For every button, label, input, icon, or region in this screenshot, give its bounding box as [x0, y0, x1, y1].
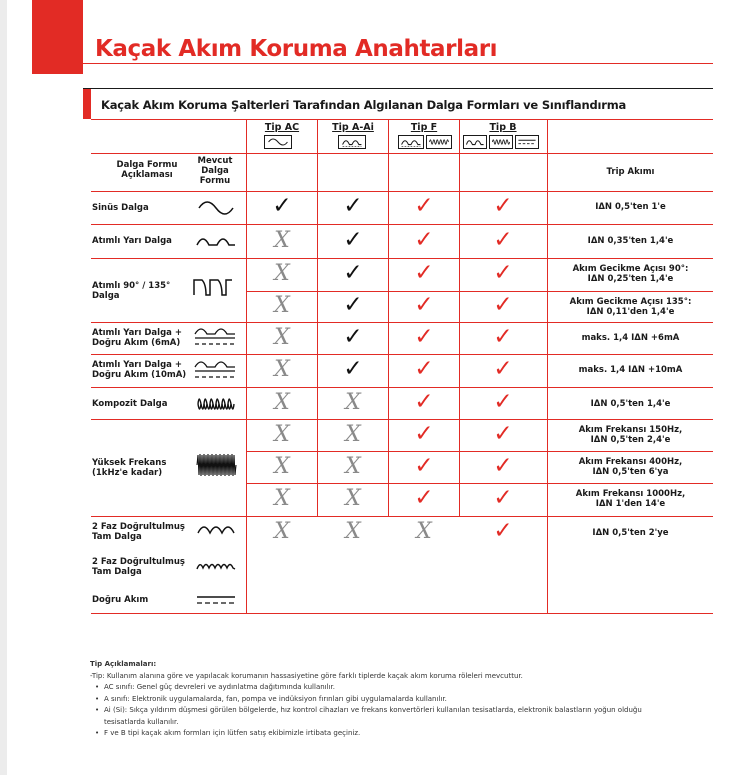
check-mark-icon: ✓ — [343, 292, 363, 318]
col-tip-f: Tip F — [410, 122, 438, 133]
composite-wave-icon — [196, 392, 236, 416]
trip-text: IΔN 0,5'ten 1'e — [595, 202, 666, 212]
row-label: Doğru Akım — [92, 595, 149, 605]
header-dalga-formu-aciklamasi: Dalga Formu Açıklaması — [116, 160, 178, 180]
trip-text: maks. 1,4 IΔN +6mA — [581, 333, 680, 343]
check-mark-icon: ✓ — [343, 193, 363, 219]
check-mark-icon: ✓ — [493, 193, 513, 219]
check-mark-icon: ✓ — [343, 227, 363, 253]
two-phase-rectified-icon — [196, 521, 236, 535]
cross-mark-icon: X — [274, 422, 290, 447]
cross-mark-icon: X — [274, 293, 290, 318]
cross-mark-icon: X — [345, 519, 361, 544]
tip-a-icons — [338, 135, 366, 149]
half-wave-icon — [195, 232, 237, 250]
check-mark-icon: ✓ — [414, 421, 434, 447]
check-mark-icon: ✓ — [343, 356, 363, 382]
trip-text: Akım Frekansı 400Hz, IΔN 0,5'ten 6'ya — [578, 457, 683, 477]
check-mark-icon: ✓ — [414, 292, 434, 318]
check-mark-icon: ✓ — [493, 260, 513, 286]
check-mark-icon: ✓ — [343, 324, 363, 350]
header-trip-akimi: Trip Akımı — [606, 167, 655, 177]
row-label: Yüksek Frekans (1kHz'e kadar) — [92, 458, 167, 478]
trip-text: Akım Frekansı 150Hz, IΔN 0,5'ten 2,4'e — [578, 425, 683, 445]
check-mark-icon: ✓ — [493, 453, 513, 479]
row-label: 2 Faz Doğrultulmuş Tam Dalga — [92, 522, 185, 542]
check-mark-icon: ✓ — [414, 227, 434, 253]
row-label: Atımlı Yarı Dalga — [92, 236, 172, 246]
cross-mark-icon: X — [274, 390, 290, 415]
tip-f-icons — [398, 135, 452, 149]
notes-item: • A sınıfı: Elektronik uygulamalarda, fan, pompa ve indüksiyon fırınları gibi uygulamalarda kullanılır. — [95, 694, 680, 706]
cross-mark-icon: X — [345, 486, 361, 511]
trip-text: IΔN 0,5'ten 1,4'e — [590, 399, 671, 409]
check-mark-icon: ✓ — [414, 260, 434, 286]
cross-mark-icon: X — [274, 519, 290, 544]
composite-wave-icon — [489, 135, 513, 149]
header-mevcut-dalga-formu: Mevcut Dalga Formu — [197, 156, 233, 186]
notes-item: • Ai (Si): Sıkça yıldırım düşmesi görülen bölgelerde, hız kontrol cihazları ve frekans konvertörleri kullanılan tesisatlarda, elektronik balastların yoğun olduğu tesisatlarda kullanılır. — [95, 705, 680, 728]
cross-mark-icon: X — [345, 390, 361, 415]
notes-title: Tip Açıklamaları: — [90, 660, 157, 668]
notes-list — [90, 682, 680, 740]
notes-item: • F ve B tipi kaçak akım formları için lütfen satış ekibimizle irtibata geçiniz. — [95, 728, 680, 740]
trip-text: IΔN 0,35'ten 1,4'e — [587, 236, 674, 246]
row-label: Kompozit Dalga — [92, 399, 168, 409]
col-tip-b: Tip B — [489, 122, 517, 133]
row-label: Sinüs Dalga — [92, 203, 149, 213]
row-label: Atımlı 90° / 135° Dalga — [92, 281, 171, 301]
pulse-wave-icon — [192, 276, 236, 298]
check-mark-icon: ✓ — [493, 227, 513, 253]
composite-wave-icon — [426, 135, 452, 149]
three-phase-rectified-icon — [195, 558, 237, 572]
check-mark-icon: ✓ — [414, 324, 434, 350]
cross-mark-icon: X — [274, 486, 290, 511]
check-mark-icon: ✓ — [493, 356, 513, 382]
check-mark-icon: ✓ — [343, 260, 363, 286]
check-mark-icon: ✓ — [493, 518, 513, 544]
cross-mark-icon: X — [345, 454, 361, 479]
check-mark-icon: ✓ — [414, 193, 434, 219]
row-label: Atımlı Yarı Dalga + Doğru Akım (10mA) — [92, 360, 187, 380]
half-wave-icon — [398, 135, 424, 149]
check-mark-icon: ✓ — [414, 389, 434, 415]
row-label: 2 Faz Doğrultulmuş Tam Dalga — [92, 557, 185, 577]
trip-text: Akım Frekansı 1000Hz, IΔN 1'den 14'e — [575, 489, 686, 509]
table-title: Kaçak Akım Koruma Şalterleri Tarafından Algılanan Dalga Formları ve Sınıflandırma — [101, 98, 627, 112]
dc-icon — [515, 135, 539, 149]
brand-red-block — [32, 0, 83, 74]
half-wave-dc-icon — [193, 357, 237, 381]
title-underline — [83, 63, 713, 64]
cross-mark-icon: X — [274, 261, 290, 286]
table-header-accent-bar — [83, 89, 91, 119]
cross-mark-icon: X — [274, 454, 290, 479]
half-wave-icon — [338, 135, 366, 149]
check-mark-icon: ✓ — [493, 292, 513, 318]
trip-text: IΔN 0,5'ten 2'ye — [592, 528, 669, 538]
tip-ac-icons — [264, 135, 292, 149]
check-mark-icon: ✓ — [493, 485, 513, 511]
col-tip-a-ai: Tip A-Ai — [332, 122, 374, 133]
cross-mark-icon: X — [274, 357, 290, 382]
check-mark-icon: ✓ — [414, 485, 434, 511]
row-label: Atımlı Yarı Dalga + Doğru Akım (6mA) — [92, 328, 182, 348]
trip-text: Akım Gecikme Açısı 90°: IΔN 0,25'ten 1,4'e — [572, 264, 689, 284]
notes-section — [90, 659, 680, 740]
col-tip-ac: Tip AC — [264, 122, 300, 133]
cross-mark-icon: X — [274, 325, 290, 350]
page-left-edge — [0, 0, 7, 775]
check-mark-icon: ✓ — [493, 421, 513, 447]
check-mark-icon: ✓ — [272, 193, 292, 219]
cross-mark-icon: X — [416, 519, 432, 544]
dc-icon — [195, 593, 237, 607]
trip-text: maks. 1,4 IΔN +10mA — [578, 365, 683, 375]
check-mark-icon: ✓ — [493, 389, 513, 415]
trip-text: Akım Gecikme Açısı 135°: IΔN 0,11'den 1,4'e — [569, 297, 692, 317]
sine-wave-icon — [197, 199, 235, 217]
sine-wave-icon — [264, 135, 292, 149]
cross-mark-icon: X — [345, 422, 361, 447]
check-mark-icon: ✓ — [414, 356, 434, 382]
page-title: Kaçak Akım Koruma Anahtarları — [95, 36, 498, 62]
half-wave-icon — [463, 135, 487, 149]
notes-item: • AC sınıfı: Genel güç devreleri ve aydınlatma dağıtımında kullanılır. — [95, 682, 680, 694]
high-frequency-icon — [195, 452, 239, 478]
half-wave-dc-icon — [193, 324, 237, 348]
check-mark-icon: ✓ — [414, 453, 434, 479]
cross-mark-icon: X — [274, 228, 290, 253]
tip-b-icons — [463, 135, 539, 149]
check-mark-icon: ✓ — [493, 324, 513, 350]
notes-intro: -Tip: Kullanım alanına göre ve yapılacak korumanın hassasiyetine göre farklı tiplerde kaçak akım koruma röleleri mevcuttur. — [90, 671, 523, 680]
